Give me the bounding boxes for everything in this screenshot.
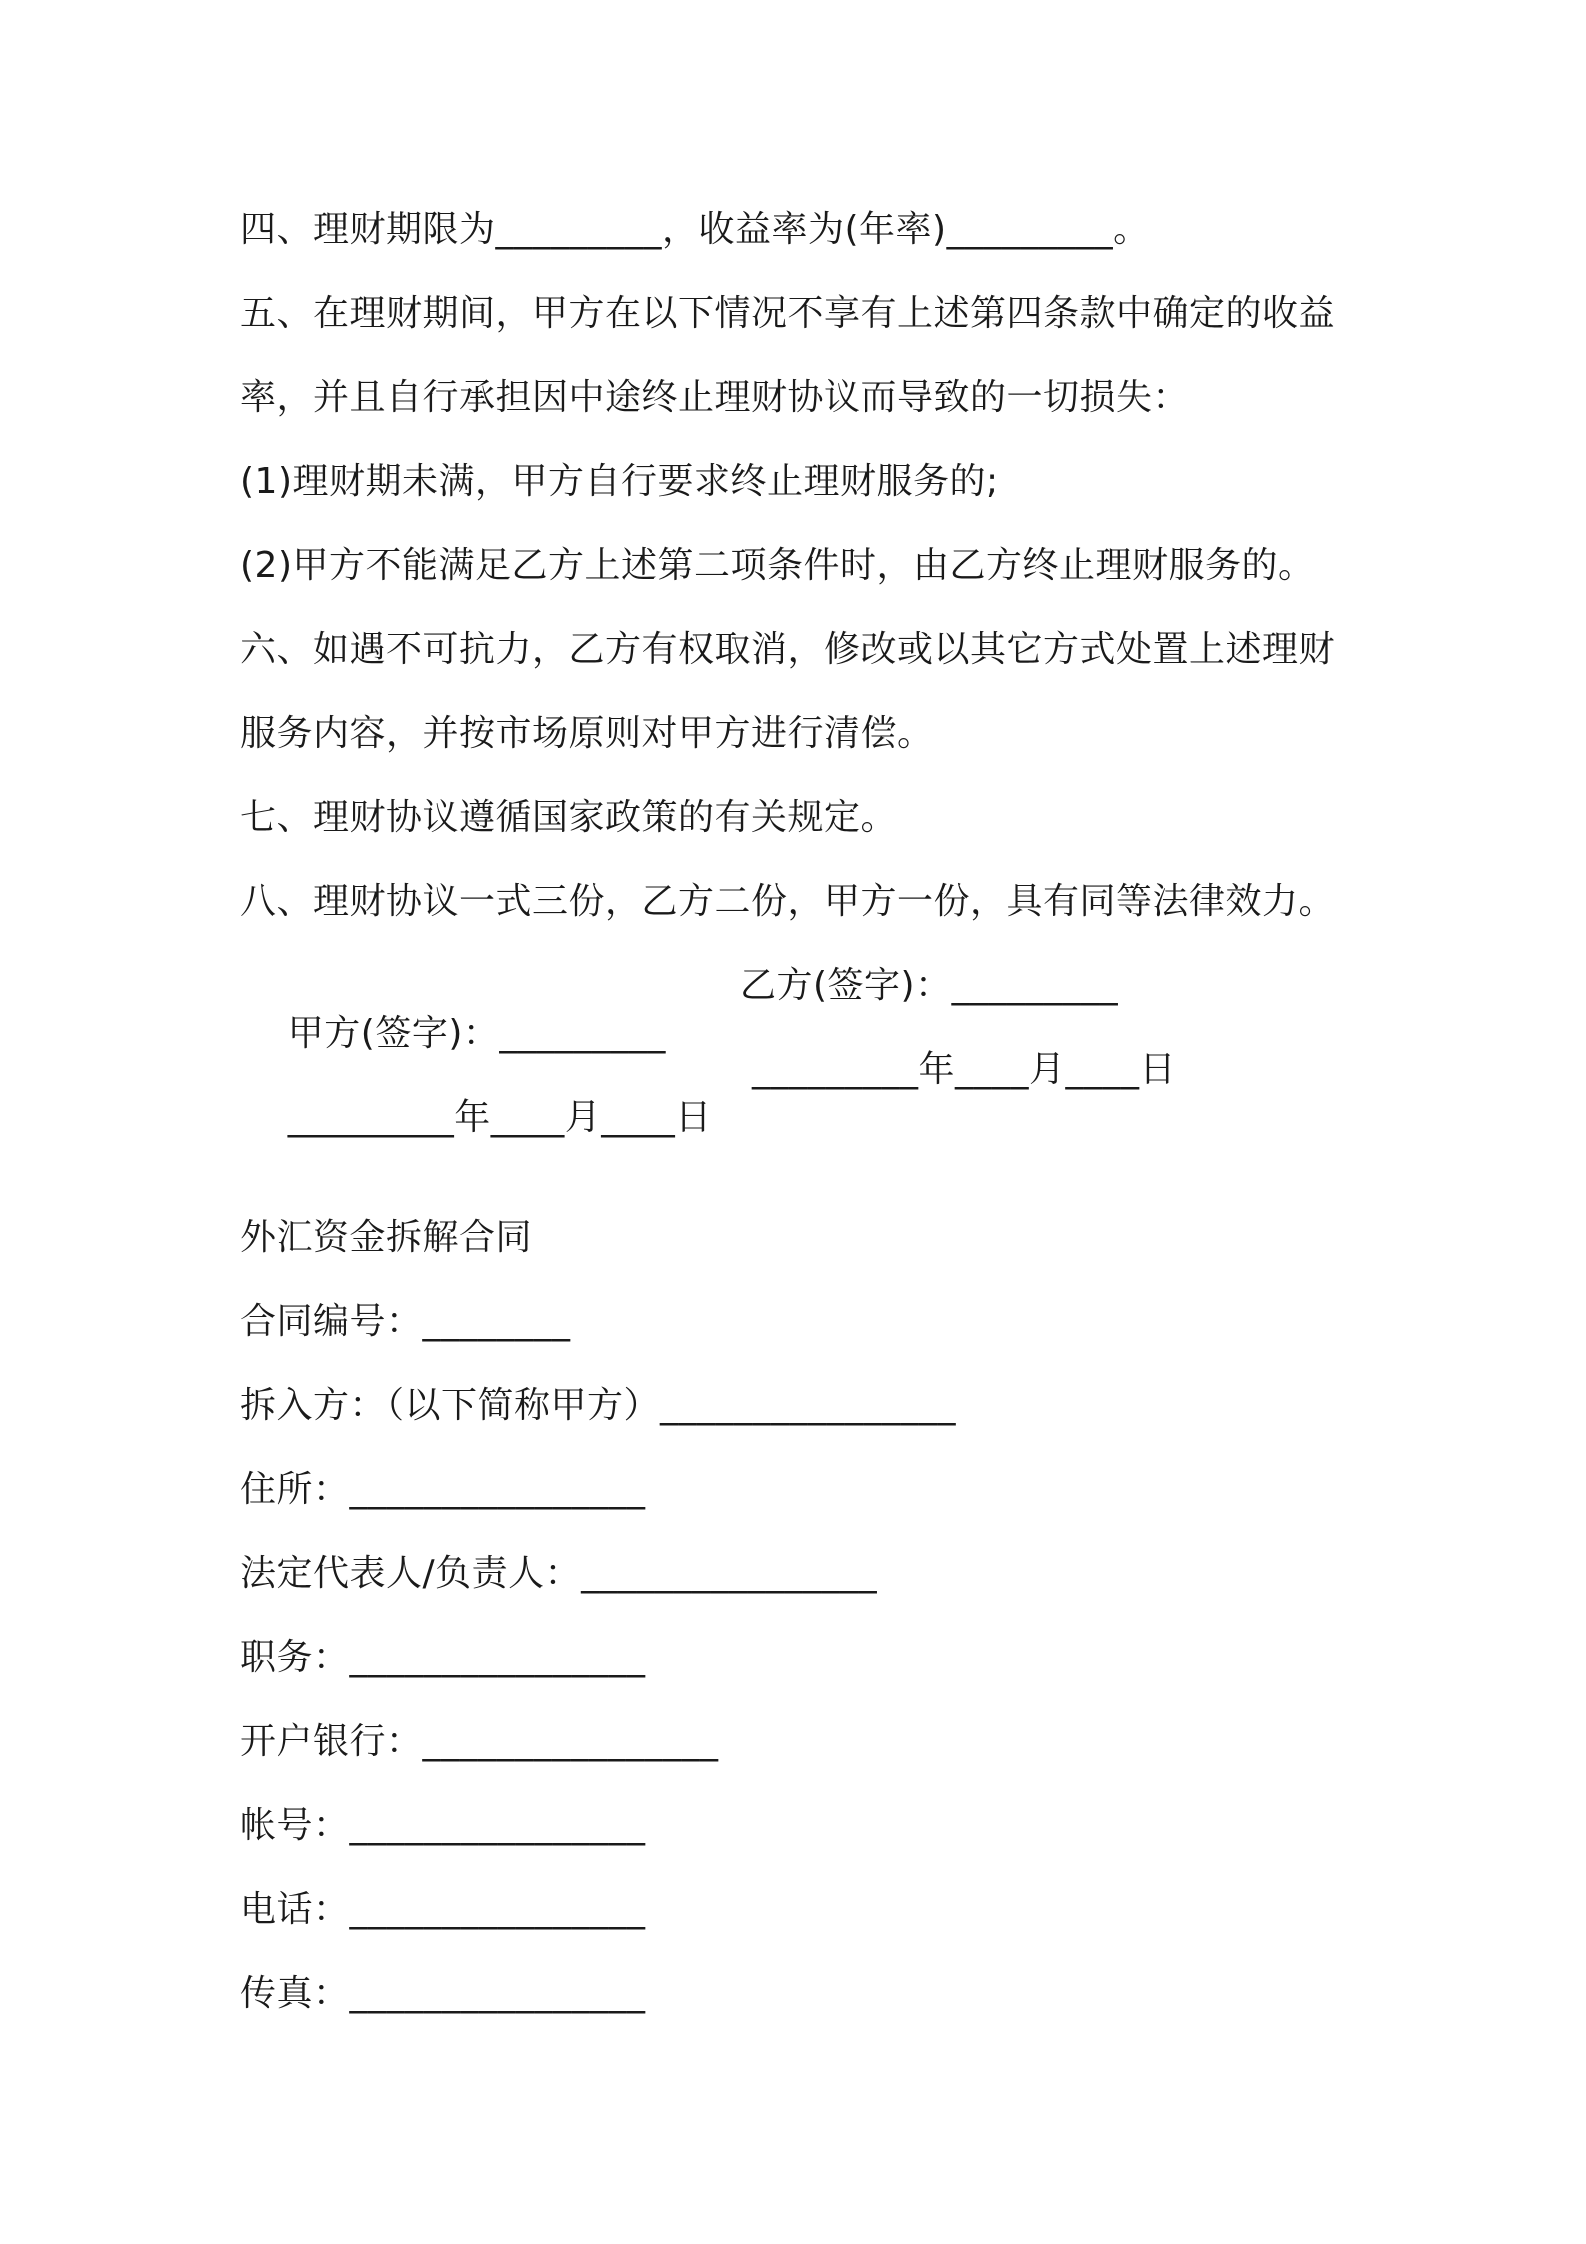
account-field: 帐号：________________: [240, 1805, 646, 1846]
contract-number-field: 合同编号：________: [240, 1301, 571, 1342]
clause-6-line-2: 服务内容，并按市场原则对甲方进行清偿。: [240, 713, 934, 754]
position-field: 职务：________________: [240, 1637, 646, 1678]
address-field: 住所：________________: [240, 1469, 646, 1510]
party-b-date: _________年____月____日: [752, 1049, 1176, 1090]
clause-5-line-1: 五、在理财期间，甲方在以下情况不享有上述第四条款中确定的收益: [240, 293, 1336, 334]
clause-8: 八、理财协议一式三份，乙方二份，甲方一份，具有同等法律效力。: [240, 881, 1336, 922]
bank-field: 开户银行：________________: [240, 1721, 719, 1762]
legal-representative-field: 法定代表人/负责人：________________: [240, 1553, 878, 1594]
clause-5-item-2: (2)甲方不能满足乙方上述第二项条件时，由乙方终止理财服务的。: [240, 545, 1315, 586]
fax-field: 传真：________________: [240, 1973, 646, 2014]
clause-5-item-1: (1)理财期未满，甲方自行要求终止理财服务的;: [240, 461, 999, 502]
party-a-date: _________年____月____日: [287, 1097, 712, 1138]
clause-7: 七、理财协议遵循国家政策的有关规定。: [240, 797, 898, 838]
phone-field: 电话：________________: [240, 1889, 646, 1930]
date-row: [240, 1046, 1176, 1238]
contract-title: 外汇资金拆解合同: [240, 1217, 533, 1258]
clause-5-line-2: 率，并且自行承担因中途终止理财协议而导致的一切损失：: [240, 377, 1190, 418]
clause-6-line-1: 六、如遇不可抗力，乙方有权取消，修改或以其它方式处置上述理财: [240, 629, 1336, 670]
party-a-signature: 甲方(签字)：_________: [287, 1013, 666, 1054]
party-b-signature: 乙方(签字)：_________: [740, 965, 1119, 1006]
borrower-field: 拆入方：（以下简称甲方）________________: [240, 1385, 957, 1426]
clause-4: 四、理财期限为_________，收益率为(年率)_________。: [240, 209, 1150, 250]
